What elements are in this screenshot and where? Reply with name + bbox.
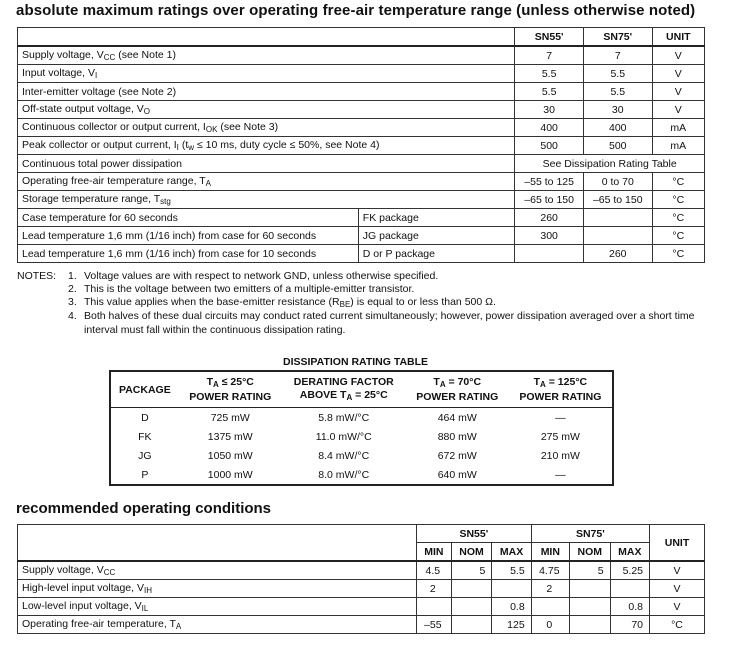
abs-max-table	[17, 27, 705, 263]
abs-max-title: absolute maximum ratings over operating free-air temperature range (unless otherwise noted)	[16, 2, 696, 19]
table-row	[18, 245, 705, 263]
power-25c-cell: 1375 mW	[207, 430, 253, 443]
sn75-cell: 400	[583, 119, 652, 137]
table-row	[18, 137, 705, 155]
abs-header-sn75: SN75'	[583, 28, 652, 47]
sn75-max-cell: 0.8	[610, 598, 649, 616]
table-row	[110, 465, 613, 485]
table-row	[18, 119, 705, 137]
param-cell: Continuous total power dissipation	[18, 155, 515, 173]
package-cell: P	[141, 468, 149, 481]
power-125c-cell: —	[555, 468, 566, 481]
param-cell: Storage temperature range, $T_{stg}$	[18, 191, 515, 209]
package-cell: FK package	[358, 209, 515, 227]
sn75-nom-cell	[569, 616, 610, 634]
table-row	[110, 427, 613, 446]
sn55-min-cell	[417, 598, 452, 616]
sn55-max-cell	[492, 580, 531, 598]
table-row	[18, 598, 705, 616]
power-dissipation-cell: See Dissipation Rating Table	[515, 155, 705, 173]
param-cell: Supply voltage, $V_{CC}$ (see Note 1)	[18, 46, 515, 65]
unit-cell: V	[652, 101, 704, 119]
table-row	[110, 408, 613, 428]
derating-cell: 8.0 mW/°C	[318, 468, 370, 481]
param-cell: Case temperature for 60 seconds	[18, 209, 359, 227]
abs-header-blank	[18, 28, 515, 47]
power-25c-cell: 1050 mW	[207, 449, 253, 462]
rec-header-nom: NOM	[451, 543, 492, 562]
sn55-nom-cell	[451, 598, 492, 616]
power-125c-cell: 275 mW	[540, 430, 580, 443]
table-row	[18, 83, 705, 101]
sn75-min-cell: 4.75	[531, 561, 569, 580]
rec-header-row	[18, 525, 705, 543]
rec-header-unit: UNIT	[650, 525, 705, 562]
sn55-cell: 30	[515, 101, 584, 119]
diss-header-row	[110, 371, 613, 408]
unit-cell: °C	[652, 245, 704, 263]
sn55-cell: 400	[515, 119, 584, 137]
sn55-nom-cell: 5	[451, 561, 492, 580]
sn75-cell: 260	[583, 245, 652, 263]
sn75-min-cell: 0	[531, 616, 569, 634]
param-cell: Low-level input voltage, $V_{IL}$	[18, 598, 417, 616]
derating-cell: 5.8 mW/°C	[318, 411, 370, 424]
sn75-nom-cell	[569, 580, 610, 598]
rec-header-sn55: SN55'	[417, 525, 532, 543]
note-number: 1.	[68, 270, 77, 282]
param-cell: Operating free-air temperature range, $T_A$	[18, 173, 515, 191]
table-row	[18, 580, 705, 598]
unit-cell: V	[650, 598, 705, 616]
unit-cell: V	[652, 46, 704, 65]
rec-header-sn75: SN75'	[531, 525, 649, 543]
sn75-max-cell: 5.25	[610, 561, 649, 580]
power-70c-cell: 880 mW	[437, 430, 477, 443]
table-row	[18, 155, 705, 173]
sn75-cell: 0 to 70	[583, 173, 652, 191]
unit-cell: °C	[652, 209, 704, 227]
note-text: This is the voltage between two emitters of a multiple-emitter transistor.	[84, 283, 415, 295]
note-number: 2.	[68, 283, 77, 295]
dissipation-rating-table	[109, 370, 614, 486]
unit-cell: mA	[652, 137, 704, 155]
diss-header-125c: $T_A = 125^\circ C$ POWER RATING	[509, 371, 613, 408]
table-row	[110, 446, 613, 465]
unit-cell: V	[652, 83, 704, 101]
sn55-cell: 500	[515, 137, 584, 155]
diss-header-70c: $T_A = 70^\circ C$ POWER RATING	[406, 371, 509, 408]
package-cell: JG	[138, 449, 152, 462]
power-70c-cell: 464 mW	[437, 411, 477, 424]
sn75-max-cell: 70	[610, 616, 649, 634]
power-25c-cell: 725 mW	[210, 411, 250, 424]
package-cell: JG package	[358, 227, 515, 245]
sn55-cell: 7	[515, 46, 584, 65]
sn55-cell: 300	[515, 227, 584, 245]
sn55-max-cell: 0.8	[492, 598, 531, 616]
note-number: 3.	[68, 296, 77, 308]
dissipation-table-title: DISSIPATION RATING TABLE	[283, 356, 429, 368]
sn75-cell: 500	[583, 137, 652, 155]
sn55-nom-cell	[451, 580, 492, 598]
param-cell: Lead temperature 1,6 mm (1/16 inch) from case for 60 seconds	[18, 227, 359, 245]
rec-header-max: MAX	[492, 543, 531, 562]
param-cell: Supply voltage, $V_{CC}$	[18, 561, 417, 580]
package-cell: FK	[138, 430, 152, 443]
sn55-min-cell: 2	[417, 580, 452, 598]
sn55-max-cell: 125	[492, 616, 531, 634]
sn55-cell: 5.5	[515, 83, 584, 101]
param-cell: Off-state output voltage, $V_O$	[18, 101, 515, 119]
table-row	[18, 65, 705, 83]
rec-header-min: MIN	[417, 543, 452, 562]
unit-cell: V	[652, 65, 704, 83]
sn75-nom-cell	[569, 598, 610, 616]
sn75-min-cell: 2	[531, 580, 569, 598]
param-cell: Input voltage, $V_I$	[18, 65, 515, 83]
rec-header-max: MAX	[610, 543, 649, 562]
unit-cell: °C	[652, 173, 704, 191]
param-cell: Continuous collector or output current, $I_{OK}$ (see Note 3)	[18, 119, 515, 137]
package-cell: D	[141, 411, 149, 424]
package-cell: D or P package	[358, 245, 515, 263]
sn75-cell	[583, 209, 652, 227]
power-70c-cell: 640 mW	[437, 468, 477, 481]
power-125c-cell: —	[555, 411, 566, 424]
sn75-cell: 30	[583, 101, 652, 119]
rec-header-min: MIN	[531, 543, 569, 562]
sn55-nom-cell	[451, 616, 492, 634]
unit-cell: °C	[652, 191, 704, 209]
unit-cell: V	[650, 580, 705, 598]
unit-cell: V	[650, 561, 705, 580]
param-cell: Operating free-air temperature, $T_A$	[18, 616, 417, 634]
power-70c-cell: 672 mW	[437, 449, 477, 462]
table-row	[18, 616, 705, 634]
diss-header-25c: $T_A \le 25^\circ C$ POWER RATING	[179, 371, 282, 408]
param-cell: High-level input voltage, $V_{IH}$	[18, 580, 417, 598]
sn55-min-cell: 4.5	[417, 561, 452, 580]
note-text: Voltage values are with respect to network GND, unless otherwise specified.	[84, 270, 439, 282]
rec-header-nom: NOM	[569, 543, 610, 562]
sn75-max-cell	[610, 580, 649, 598]
sn55-cell: –55 to 125	[515, 173, 584, 191]
recommended-conditions-table	[17, 524, 705, 634]
derating-cell: 11.0 mW/°C	[315, 430, 372, 443]
power-125c-cell: 210 mW	[540, 449, 580, 462]
recommended-conditions-title: recommended operating conditions	[16, 500, 272, 517]
rec-header-blank	[18, 525, 417, 562]
unit-cell: mA	[652, 119, 704, 137]
table-row	[18, 46, 705, 65]
table-row	[18, 191, 705, 209]
unit-cell: °C	[652, 227, 704, 245]
abs-header-row	[18, 28, 705, 47]
table-row	[18, 227, 705, 245]
notes-label: NOTES:	[17, 270, 57, 282]
diss-header-derating: DERATING FACTOR ABOVE $T_A = 25^\circ C$	[282, 371, 406, 408]
param-cell: Peak collector or output current, $I_I$ ($t_w \le 10$ ms, duty cycle ≤ 50%, see Note 4)	[18, 137, 515, 155]
sn75-cell: 7	[583, 46, 652, 65]
unit-cell: °C	[650, 616, 705, 634]
sn55-min-cell: –55	[417, 616, 452, 634]
sn75-nom-cell: 5	[569, 561, 610, 580]
sn75-cell: 5.5	[583, 65, 652, 83]
sn55-cell	[515, 245, 584, 263]
power-25c-cell: 1000 mW	[207, 468, 253, 481]
sn55-cell: 5.5	[515, 65, 584, 83]
table-row	[18, 561, 705, 580]
note-text: This value applies when the base-emitter resistance $(R_{BE})$ is equal to or less than 500 Ω.	[84, 296, 496, 309]
abs-header-sn55: SN55'	[515, 28, 584, 47]
note-text: Both halves of these dual circuits may conduct rated current simultaneously; however, power dissipation averaged over a short time	[84, 310, 695, 322]
derating-cell: 8.4 mW/°C	[318, 449, 370, 462]
param-cell: Inter-emitter voltage (see Note 2)	[18, 83, 515, 101]
table-row	[18, 209, 705, 227]
sn55-max-cell: 5.5	[492, 561, 531, 580]
sn75-min-cell	[531, 598, 569, 616]
sn75-cell: –65 to 150	[583, 191, 652, 209]
note-continuation: interval must fall within the continuous dissipation rating.	[84, 324, 346, 336]
note-number: 4.	[68, 310, 77, 322]
abs-header-unit: UNIT	[652, 28, 704, 47]
table-row	[18, 173, 705, 191]
diss-header-package: PACKAGE	[110, 371, 179, 408]
param-cell: Lead temperature 1,6 mm (1/16 inch) from case for 10 seconds	[18, 245, 359, 263]
sn75-cell	[583, 227, 652, 245]
table-row	[18, 101, 705, 119]
sn55-cell: 260	[515, 209, 584, 227]
sn55-cell: –65 to 150	[515, 191, 584, 209]
sn75-cell: 5.5	[583, 83, 652, 101]
